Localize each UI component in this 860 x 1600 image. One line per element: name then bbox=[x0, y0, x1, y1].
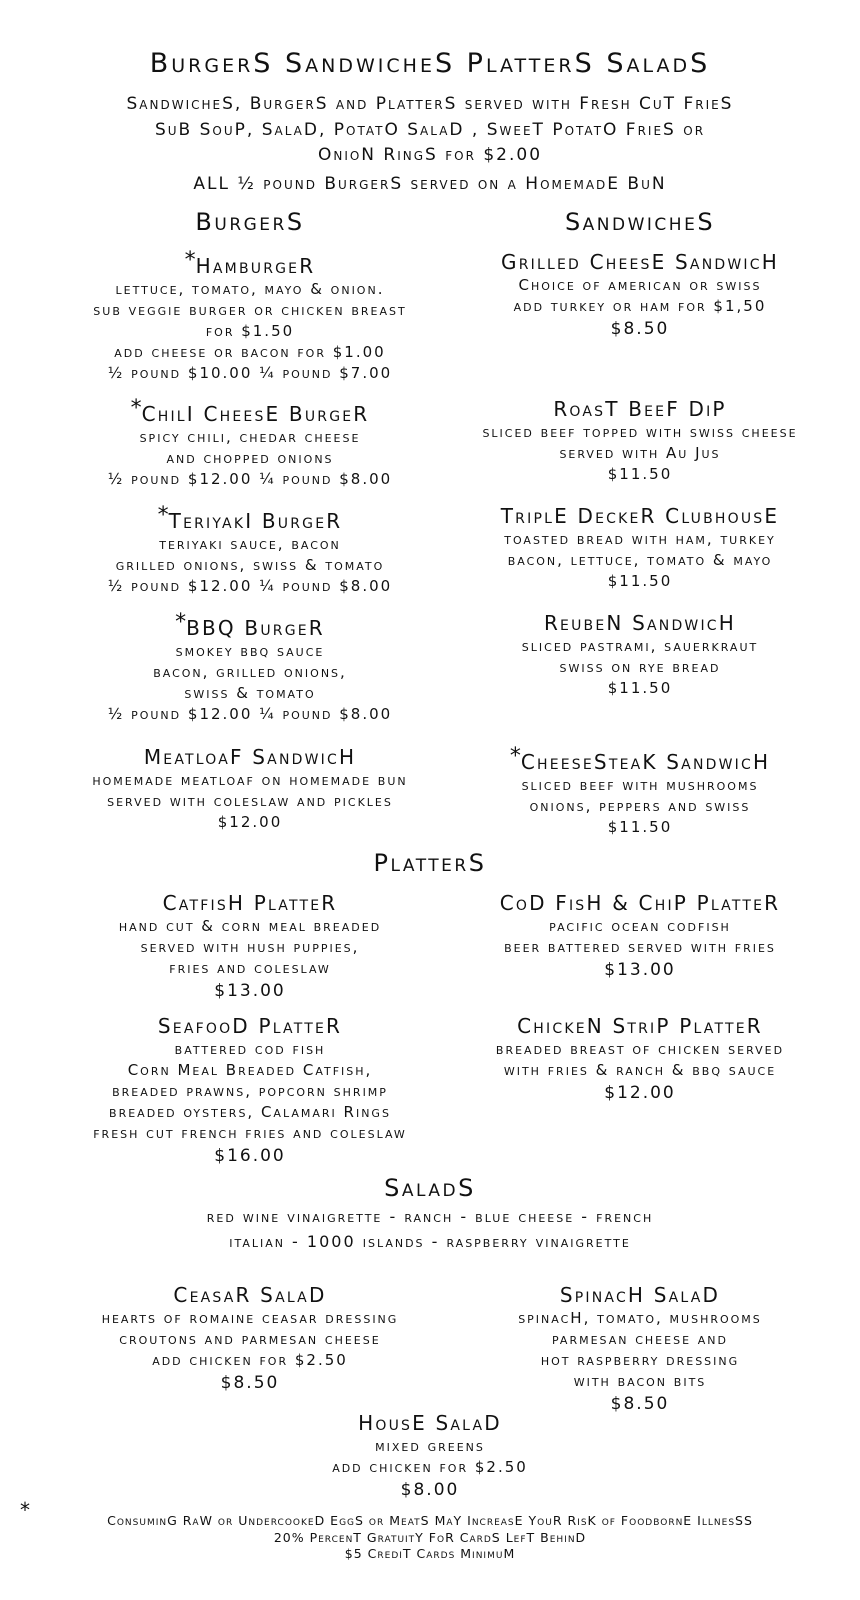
item-desc: Choice of american or swiss bbox=[518, 276, 762, 294]
menu-item-seafood-platter bbox=[40, 1013, 460, 1168]
item-desc: onions, peppers and swiss bbox=[529, 797, 751, 815]
menu-item-cod-fish-chip-platter bbox=[430, 890, 850, 982]
item-desc: with fries & ranch & bbq sauce bbox=[503, 1061, 777, 1079]
item-desc: served with coleslaw and pickles bbox=[107, 792, 393, 810]
item-price: ½ pound $10.00 ¼ pound $7.00 bbox=[107, 364, 393, 382]
item-desc: add chicken for $2.50 bbox=[332, 1458, 528, 1476]
item-desc: breaded prawns, popcorn shrimp bbox=[112, 1082, 388, 1100]
item-desc: pacific ocean codfish bbox=[549, 917, 731, 935]
item-price: $11.50 bbox=[607, 465, 673, 483]
menu-item-hamburger bbox=[40, 248, 460, 384]
item-price: ½ pound $12.00 ¼ pound $8.00 bbox=[107, 705, 393, 723]
item-desc: grilled onions, swiss & tomato bbox=[115, 556, 385, 574]
item-price: $12.00 bbox=[604, 1083, 676, 1103]
item-desc: toasted bread with ham, turkey bbox=[504, 530, 776, 548]
item-desc: homemade meatloaf on homemade bun bbox=[92, 771, 408, 789]
menu-item-cheesesteak-sandwich bbox=[430, 744, 850, 838]
item-name: SpinacH SalaD bbox=[559, 1283, 721, 1307]
menu-item-chicken-strip-platter bbox=[430, 1013, 850, 1105]
item-desc: hand cut & corn meal breaded bbox=[118, 917, 382, 935]
item-name: Grilled CheesE SandwicH bbox=[501, 250, 779, 274]
dressing-options bbox=[0, 1204, 860, 1254]
item-desc: breaded oysters, Calamari Rings bbox=[109, 1103, 391, 1121]
item-name: *ChilI CheesE BurgeR bbox=[130, 396, 370, 426]
item-price: $16.00 bbox=[214, 1146, 286, 1166]
menu-item-roast-beef-dip bbox=[430, 396, 850, 485]
menu-item-spinach-salad bbox=[430, 1282, 850, 1416]
item-desc: mixed greens bbox=[375, 1437, 485, 1455]
item-desc: parmesan cheese and bbox=[551, 1330, 729, 1348]
item-desc: bacon, lettuce, tomato & mayo bbox=[507, 551, 773, 569]
section-title-platters: PlatterS bbox=[373, 849, 487, 877]
menu-item-teriyaki-burger bbox=[40, 503, 460, 597]
item-name: SeafooD PlatteR bbox=[157, 1014, 343, 1038]
menu-item-catfish-platter bbox=[40, 890, 460, 1003]
asterisk-icon: * bbox=[157, 503, 169, 528]
menu-item-house-salad bbox=[0, 1410, 860, 1502]
item-name: CatfisH PlatteR bbox=[162, 891, 338, 915]
item-name: ReubeN SandwicH bbox=[543, 611, 737, 635]
asterisk-icon: * bbox=[175, 610, 187, 635]
item-name: CeasaR SalaD bbox=[173, 1283, 327, 1307]
asterisk-icon: * bbox=[184, 248, 196, 273]
item-desc: hot raspberry dressing bbox=[540, 1351, 740, 1369]
item-price: $13.00 bbox=[604, 960, 676, 980]
item-price: $8.00 bbox=[400, 1480, 460, 1500]
item-desc: swiss & tomato bbox=[184, 684, 316, 702]
gratuity-note: 20% PercenT GratuitY FoR CardS LefT BehinD bbox=[273, 1529, 587, 1545]
bun-note: ALL ½ pound BurgerS served on a HomemadE BuN bbox=[193, 174, 667, 194]
item-desc: battered cod fish bbox=[174, 1040, 326, 1058]
menu-item-reuben-sandwich bbox=[430, 610, 850, 699]
menu-item-grilled-cheese bbox=[430, 249, 850, 341]
item-desc: for $1.50 bbox=[205, 322, 295, 340]
item-desc: smokey bbq sauce bbox=[175, 642, 325, 660]
item-desc: fries and coleslaw bbox=[169, 959, 331, 977]
item-desc: Corn Meal Breaded Catfish, bbox=[127, 1061, 373, 1079]
item-name: *BBQ BurgeR bbox=[175, 610, 325, 640]
item-desc: breaded breast of chicken served bbox=[495, 1040, 785, 1058]
section-title-burgers: BurgerS bbox=[195, 208, 305, 236]
sides-note-line: SandwicheS, BurgerS and PlatterS served with Fresh CuT FrieS bbox=[126, 94, 734, 114]
sides-note-line: OnioN RingS for $2.00 bbox=[317, 145, 543, 165]
item-name: HousE SalaD bbox=[358, 1411, 502, 1435]
menu-item-meatloaf-sandwich bbox=[40, 744, 460, 833]
item-price: $8.50 bbox=[610, 1394, 670, 1414]
menu-item-ceasar-salad bbox=[40, 1282, 460, 1395]
item-price: $11.50 bbox=[607, 679, 673, 697]
asterisk-icon: * bbox=[20, 1498, 30, 1522]
item-desc: beer battered served with fries bbox=[504, 938, 776, 956]
item-price: $12.00 bbox=[217, 813, 283, 831]
item-desc: with bacon bits bbox=[573, 1372, 707, 1390]
sides-note-line: SuB SouP, SalaD, PotatO SalaD , SweeT PotatO FrieS or bbox=[154, 119, 706, 140]
item-price: $13.00 bbox=[214, 981, 286, 1001]
item-desc: teriyaki sauce, bacon bbox=[159, 535, 341, 553]
item-desc: sliced pastrami, sauerkraut bbox=[521, 637, 759, 655]
item-price: ½ pound $12.00 ¼ pound $8.00 bbox=[107, 470, 393, 488]
footer-notes bbox=[0, 1513, 860, 1563]
item-price: ½ pound $12.00 ¼ pound $8.00 bbox=[107, 577, 393, 595]
asterisk-icon: * bbox=[130, 396, 142, 421]
item-desc: served with Au Jus bbox=[559, 444, 721, 462]
sides-note bbox=[0, 92, 860, 169]
item-desc: spinacH, tomato, mushrooms bbox=[518, 1309, 762, 1327]
asterisk-icon: * bbox=[509, 744, 521, 769]
item-name: *TeriyakI BurgeR bbox=[157, 503, 343, 533]
item-name: MeatloaF SandwicH bbox=[143, 745, 357, 769]
item-desc: spicy chili, chedar cheese bbox=[139, 428, 361, 446]
item-price: $11.50 bbox=[607, 818, 673, 836]
item-price: $8.50 bbox=[220, 1373, 280, 1393]
item-name: CoD FisH & ChiP PlatteR bbox=[499, 891, 781, 915]
item-desc: bacon, grilled onions, bbox=[153, 663, 347, 681]
item-price: $8.50 bbox=[610, 319, 670, 339]
item-desc: sliced beef topped with swiss cheese bbox=[482, 423, 798, 441]
menu-item-bbq-burger bbox=[40, 610, 460, 725]
credit-card-minimum: $5 CrediT Cards MinimuM bbox=[344, 1546, 516, 1561]
menu-title: BurgerS SandwicheS PlatterS SaladS bbox=[149, 48, 711, 79]
item-desc: and chopped onions bbox=[166, 449, 334, 467]
item-desc: add turkey or ham for $1,50 bbox=[513, 297, 767, 315]
menu-item-triple-decker-clubhouse bbox=[430, 503, 850, 592]
item-price: $11.50 bbox=[607, 572, 673, 590]
item-name: *CheeseSteaK SandwicH bbox=[509, 744, 771, 774]
item-desc: served with hush puppies, bbox=[140, 938, 360, 956]
item-desc: hearts of romaine ceasar dressing bbox=[101, 1309, 399, 1327]
item-desc: fresh cut french fries and coleslaw bbox=[93, 1124, 407, 1142]
item-name: ChickeN StriP PlatteR bbox=[517, 1014, 763, 1038]
item-name: TriplE DeckeR ClubhousE bbox=[500, 504, 780, 528]
item-name: *HamburgeR bbox=[184, 248, 316, 278]
section-title-salads: SaladS bbox=[384, 1174, 476, 1202]
item-name: RoasT BeeF DiP bbox=[553, 397, 727, 421]
dressing-line: italian - 1000 islands - raspberry vinaigrette bbox=[229, 1232, 631, 1251]
item-desc: add chicken for $2.50 bbox=[152, 1351, 348, 1369]
item-desc: swiss on rye bread bbox=[559, 658, 721, 676]
menu-item-chili-cheese-burger bbox=[40, 396, 460, 490]
item-desc: sub veggie burger or chicken breast bbox=[93, 301, 407, 319]
item-desc: croutons and parmesan cheese bbox=[119, 1330, 381, 1348]
item-desc: add cheese or bacon for $1.00 bbox=[114, 343, 386, 361]
item-desc: sliced beef with mushrooms bbox=[521, 776, 759, 794]
food-safety-warning: ConsuminG RaW or UndercookeD EggS or MeatS MaY IncreasE YouR RisK of FoodbornE IllnesSS bbox=[107, 1513, 753, 1528]
item-desc: lettuce, tomato, mayo & onion. bbox=[115, 280, 385, 298]
section-title-sandwiches: SandwicheS bbox=[564, 208, 716, 236]
dressing-line: red wine vinaigrette - ranch - blue cheese - french bbox=[206, 1207, 654, 1226]
